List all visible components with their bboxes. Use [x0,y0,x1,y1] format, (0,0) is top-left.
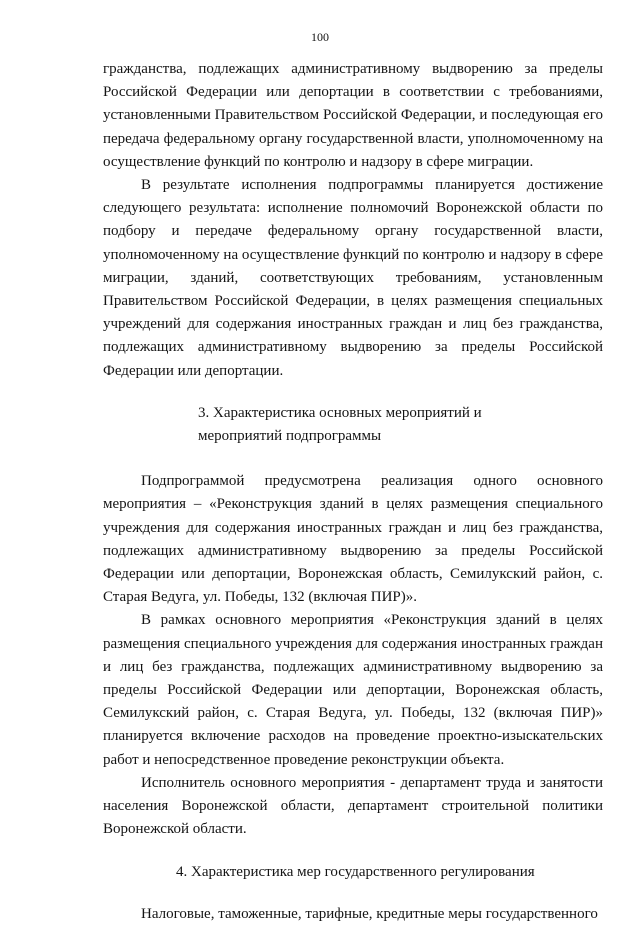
paragraph-main-activity: Подпрограммой предусмотрена реализация одного основного мероприятия – «Реконструкция зданий в целях размещения специального учреждения для содержания иностранных граждан и лиц без гражданства, подлежащих административному выдворению за пределы Российской Федерации или депортации, Воронежская область, Семилукский район, с. Старая Ведуга, ул. Победы, 132 (включая ПИР)». [103,473,603,606]
paragraph-executor: Исполнитель основного мероприятия - департамент труда и занятости населения Воронежской области, департамент строительной политики Воронежской области. [103,774,603,838]
spacer [103,884,603,903]
paragraph-activity-expenses: В рамках основного мероприятия «Реконструкция зданий в целях размещения специального учреждения для содержания иностранных граждан и лиц без гражданства, подлежащих административному выдворению за пределы Российской Федерации или депортации, Воронежская область, Семилукский район, с. Старая Ведуга, ул. Победы, 132 (включая ПИР)» планируется включение расходов на проведение проектно-изыскательских работ и непосредственное проведение реконструкции объекта. [103,612,603,768]
section-4-heading: 4. Характеристика мер государственного регулирования [176,863,535,880]
section-3-heading-line-2: мероприятий подпрограммы [198,428,382,445]
document-body [103,58,603,926]
paragraph-regulation-measures: Налоговые, таможенные, тарифные, кредитные меры государственного [141,905,598,922]
paragraph-expected-result: В результате исполнения подпрограммы планируется достижение следующего результата: исполнение полномочий Воронежской области по подбору и передаче федеральному органу государственной власти, уполномоченному на осуществление функций по контролю и надзору в сфере миграции, зданий, соответствующих требованиям, установленным Правительством Российской Федерации, в целях размещения специальных учреждений для содержания иностранных граждан и лиц без гражданства, подлежащих административному выдворению за пределы Российской Федерации или депортации. [103,177,603,379]
paragraph-continuation: гражданства, подлежащих административному выдворению за пределы Российской Федерации или депортации в соответствии с требованиями, установленными Правительством Российской Федерации, и последующая его передача федеральному органу государственной власти, уполномоченному на осуществление функций по контролю и надзору в сфере миграции. [103,61,603,170]
page-number: 100 [311,30,329,44]
spacer [103,448,603,470]
spacer [103,383,603,402]
spacer [103,842,603,861]
section-3-heading-line-1: 3. Характеристика основных мероприятий и [198,404,482,421]
